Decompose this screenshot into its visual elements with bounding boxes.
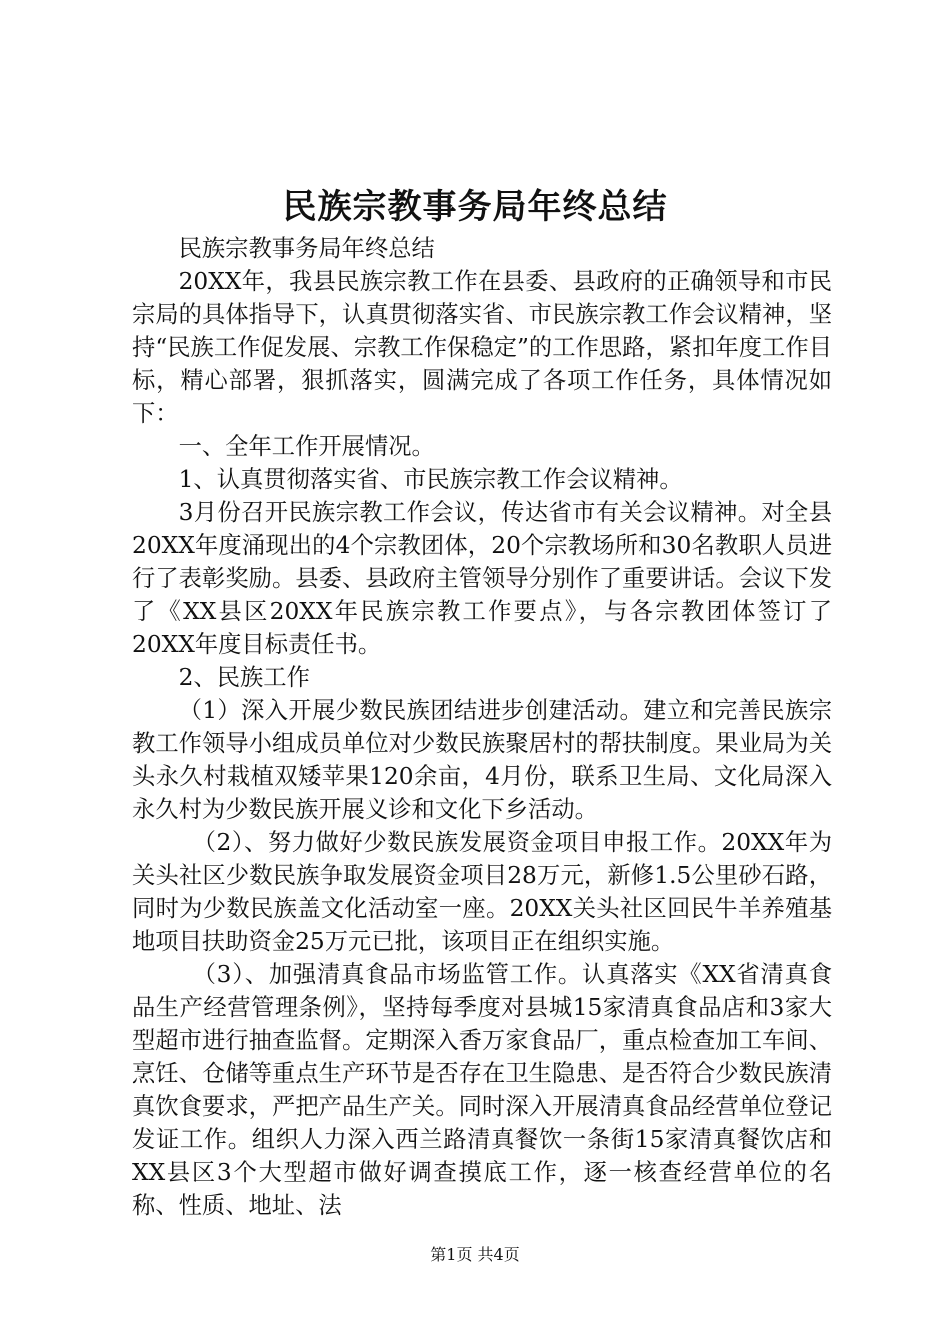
document-body [132,232,832,1222]
section-heading: 一、全年工作开展情况。 [178,433,435,460]
page-footer: 第1页 共4页 [430,1245,520,1264]
paragraph: （1）深入开展少数民族团结进步创建活动。建立和完善民族宗教工作领导小组成员单位对少数民族聚居村的帮扶制度。果业局为关头永久村栽植双矮苹果120余亩，4月份，联系卫生局、文化局深入永久村为少数民族开展义诊和文化下乡活动。 [132,697,832,823]
subsection-heading: 1、认真贯彻落实省、市民族宗教工作会议精神。 [178,466,683,493]
paragraph: 3月份召开民族宗教工作会议，传达省市有关会议精神。对全县20XX年度涌现出的4个宗教团体，20个宗教场所和30名教职人员进行了表彰奖励。县委、县政府主管领导分别作了重要讲话。会议下发了《XX县区20XX年民族宗教工作要点》，与各宗教团体签订了20XX年度目标责任书。 [132,499,832,658]
paragraph: （3）、加强清真食品市场监管工作。认真落实《XX省清真食品生产经营管理条例》，坚持每季度对县城15家清真食品店和3家大型超市进行抽查监督。定期深入香万家食品厂，重点检查加工车间、烹饪、仓储等重点生产环节是否存在卫生隐患、是否符合少数民族清真饮食要求，严把产品生产关。同时深入开展清真食品经营单位登记发证工作。组织人力深入西兰路清真餐饮一条街15家清真餐饮店和XX县区3个大型超市做好调查摸底工作，逐一核查经营单位的名称、性质、地址、法 [132,961,832,1219]
paragraph-intro: 20XX年，我县民族宗教工作在县委、县政府的正确领导和市民宗局的具体指导下，认真贯彻落实省、市民族宗教工作会议精神，坚持“民族工作促发展、宗教工作保稳定”的工作思路，紧扣年度工作目标，精心部署，狠抓落实，圆满完成了各项工作任务，具体情况如下： [132,268,832,427]
paragraph-subtitle: 民族宗教事务局年终总结 [178,235,435,262]
document-title: 民族宗教事务局年终总结 [282,187,668,227]
subsection-heading: 2、民族工作 [178,664,310,691]
paragraph: （2）、努力做好少数民族发展资金项目申报工作。20XX年为关头社区少数民族争取发展资金项目28万元，新修1.5公里砂石路，同时为少数民族盖文化活动室一座。20XX关头社区回民牛羊养殖基地项目扶助资金25万元已批，该项目正在组织实施。 [132,829,832,955]
